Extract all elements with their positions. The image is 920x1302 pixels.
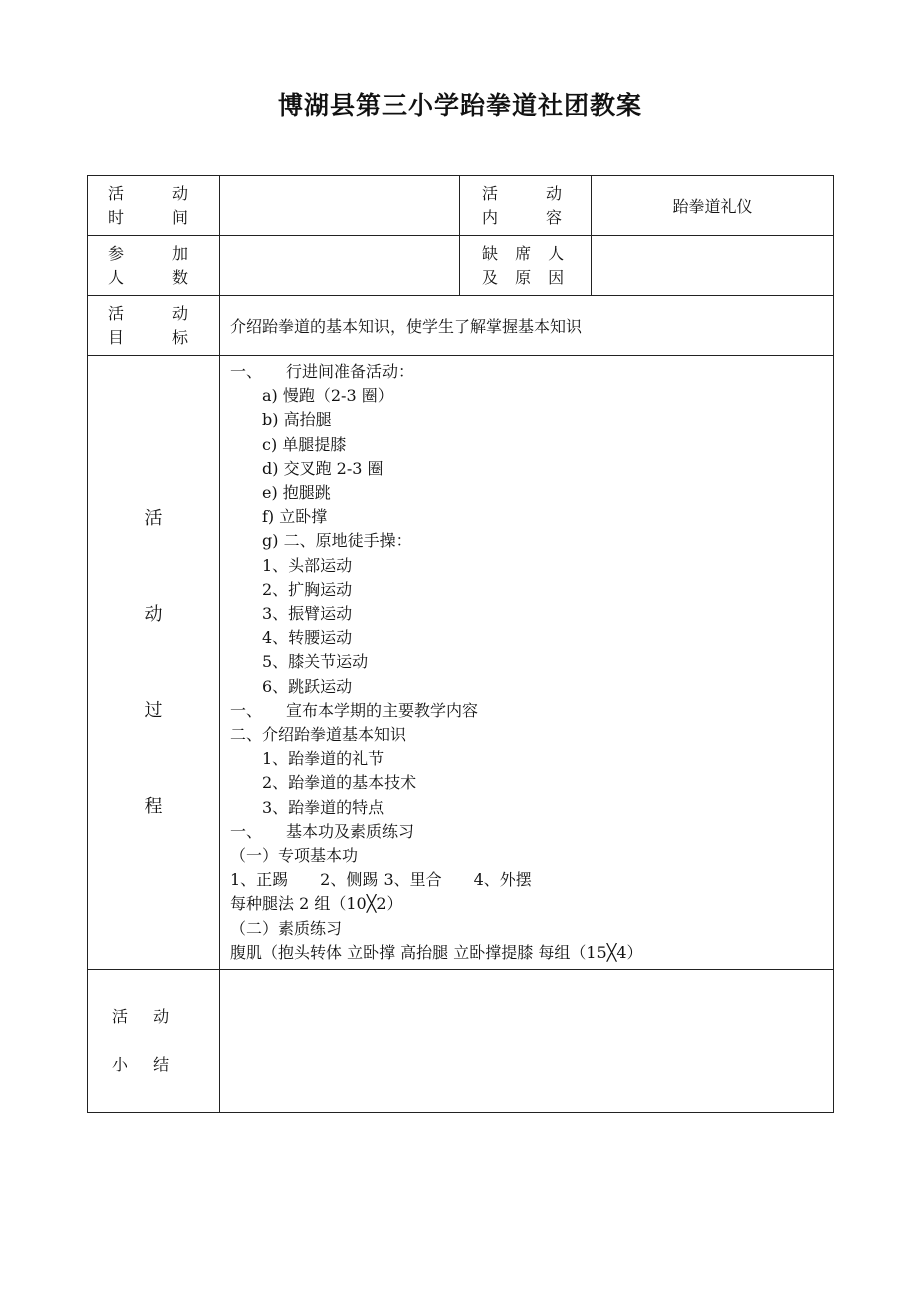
value-activity-content: 跆拳道礼仪 xyxy=(592,176,834,236)
process-line: 一、 行进间准备活动： xyxy=(230,362,415,381)
activity-process-content xyxy=(220,356,834,970)
process-line: f) 立卧撑 xyxy=(230,507,328,527)
row-goal xyxy=(88,296,834,356)
label-activity-content: 活 动 内 容 xyxy=(460,176,592,236)
process-line: e) 抱腿跳 xyxy=(230,483,331,503)
label-activity-process: 活 动 过 程 xyxy=(88,356,220,970)
process-line: 1、头部运动 xyxy=(230,555,353,575)
row-process xyxy=(88,356,834,970)
process-line: a) 慢跑（2-3 圈） xyxy=(230,386,394,406)
process-line: 5、膝关节运动 xyxy=(230,652,369,672)
value-activity-summary xyxy=(220,970,834,1113)
lesson-plan-table xyxy=(87,175,834,1113)
process-line: 腹肌（抱头转体 立卧撑 高抬腿 立卧撑提膝 每组（15╳4） xyxy=(230,942,643,962)
process-line: 6、跳跃运动 xyxy=(230,676,353,696)
label-activity-time: 活 动 时 间 xyxy=(88,176,220,236)
process-line: （一）专项基本功 xyxy=(230,846,359,866)
process-line: （二）素质练习 xyxy=(230,918,343,938)
process-line: 2、扩胸运动 xyxy=(230,579,353,599)
document-title: 博湖县第三小学跆拳道社团教案 xyxy=(277,91,642,120)
process-line: 1、正踢 2、侧踢 3、里合 4、外摆 xyxy=(230,870,532,890)
row-time-content xyxy=(88,176,834,236)
process-line: 3、振臂运动 xyxy=(230,604,353,624)
process-line: 一、 宣布本学期的主要教学内容 xyxy=(230,700,479,720)
process-line: 1、跆拳道的礼节 xyxy=(230,749,385,769)
label-participants: 参 加 人 数 xyxy=(88,236,220,296)
process-line: 二、介绍跆拳道基本知识 xyxy=(230,725,407,745)
value-participants xyxy=(220,236,460,296)
process-line: 一、 基本功及素质练习 xyxy=(230,821,415,841)
process-line: 4、转腰运动 xyxy=(230,628,353,648)
process-line: c) 单腿提膝 xyxy=(230,434,347,454)
process-line: 3、跆拳道的特点 xyxy=(230,797,385,817)
process-line: b) 高抬腿 xyxy=(230,410,332,430)
process-line: g) 二、原地徒手操： xyxy=(230,531,412,551)
row-participants-absent xyxy=(88,236,834,296)
label-activity-goal: 活 动 目 标 xyxy=(88,296,220,356)
label-absent: 缺 席 人 及 原 因 xyxy=(460,236,592,296)
value-activity-time xyxy=(220,176,460,236)
label-activity-summary: 活 动 小 结 xyxy=(88,970,220,1113)
value-absent xyxy=(592,236,834,296)
process-line: d) 交叉跑 2-3 圈 xyxy=(230,458,384,478)
process-line: 2、跆拳道的基本技术 xyxy=(230,773,417,793)
process-line: 每种腿法 2 组（10╳2） xyxy=(230,894,403,914)
value-activity-goal: 介绍跆拳道的基本知识，使学生了解掌握基本知识 xyxy=(220,296,834,356)
row-summary xyxy=(88,970,834,1113)
